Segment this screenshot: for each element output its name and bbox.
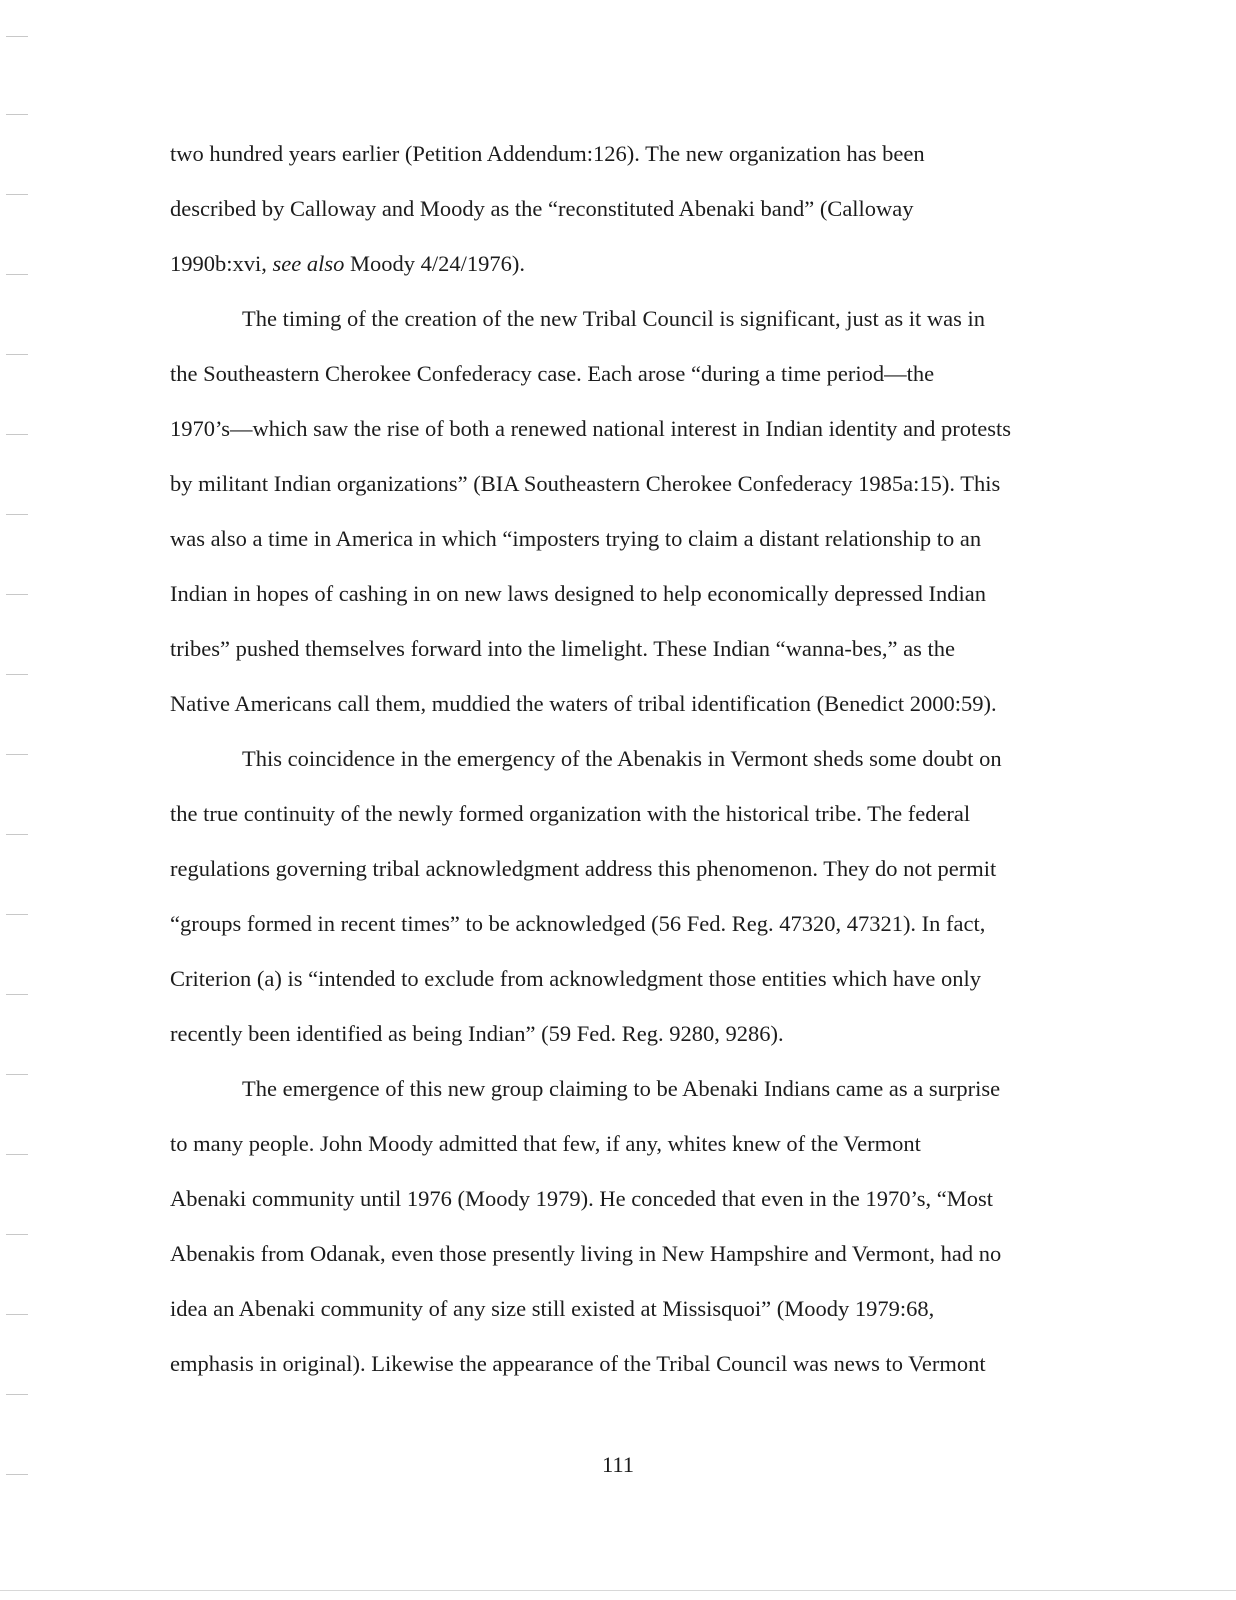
text-line: “groups formed in recent times” to be acknowledged (56 Fed. Reg. 47320, 47321). In fact,: [170, 911, 986, 936]
line-segment: 1990b:xvi,: [170, 251, 273, 276]
body-text: [170, 126, 1070, 1391]
page-number: 111: [601, 1452, 635, 1477]
paragraph-4: [170, 1061, 1070, 1391]
text-line: by militant Indian organizations” (BIA Southeastern Cherokee Confederacy 1985a:15). This: [170, 471, 1001, 496]
italic-see-also: see also: [272, 251, 345, 276]
text-line: the Southeastern Cherokee Confederacy case. Each arose “during a time period—the: [170, 361, 935, 386]
text-line: emphasis in original). Likewise the appearance of the Tribal Council was news to Vermont: [170, 1351, 986, 1376]
text-line: Indian in hopes of cashing in on new laws designed to help economically depressed Indian: [170, 581, 987, 606]
scan-binding-marks: [0, 0, 30, 1600]
text-line: idea an Abenaki community of any size still existed at Missisquoi” (Moody 1979:68,: [170, 1296, 935, 1321]
text-line: Criterion (a) is “intended to exclude from acknowledgment those entities which have only: [170, 966, 982, 991]
text-line: tribes” pushed themselves forward into the limelight. These Indian “wanna-bes,” as the: [170, 636, 955, 661]
text-line: [170, 236, 1070, 291]
text-line: the true continuity of the newly formed organization with the historical tribe. The federal: [170, 801, 971, 826]
paragraph-3: [170, 731, 1070, 1061]
scan-edge-line: [0, 1590, 1236, 1591]
text-line: Native Americans call them, muddied the waters of tribal identification (Benedict 2000:59).: [170, 691, 997, 716]
text-line: Abenaki community until 1976 (Moody 1979). He conceded that even in the 1970’s, “Most: [170, 1186, 993, 1211]
text-line: Abenakis from Odanak, even those presently living in New Hampshire and Vermont, had no: [170, 1241, 1002, 1266]
paragraph-1: [170, 126, 1070, 291]
paragraph-2: [170, 291, 1070, 731]
text-line: This coincidence in the emergency of the Abenakis in Vermont sheds some doubt on: [242, 746, 1002, 771]
text-line: The timing of the creation of the new Tribal Council is significant, just as it was in: [242, 306, 986, 331]
text-line: 1970’s—which saw the rise of both a renewed national interest in Indian identity and protests: [170, 416, 1012, 441]
text-line: two hundred years earlier (Petition Addendum:126). The new organization has been: [170, 141, 925, 166]
text-line: The emergence of this new group claiming to be Abenaki Indians came as a surprise: [242, 1076, 1001, 1101]
text-line: to many people. John Moody admitted that few, if any, whites knew of the Vermont: [170, 1131, 921, 1156]
line-segment: Moody 4/24/1976).: [344, 251, 526, 276]
text-line: recently been identified as being Indian” (59 Fed. Reg. 9280, 9286).: [170, 1021, 784, 1046]
text-line: described by Calloway and Moody as the “reconstituted Abenaki band” (Calloway: [170, 196, 914, 221]
text-line: regulations governing tribal acknowledgment address this phenomenon. They do not permit: [170, 856, 997, 881]
text-line: was also a time in America in which “imposters trying to claim a distant relationship to an: [170, 526, 982, 551]
